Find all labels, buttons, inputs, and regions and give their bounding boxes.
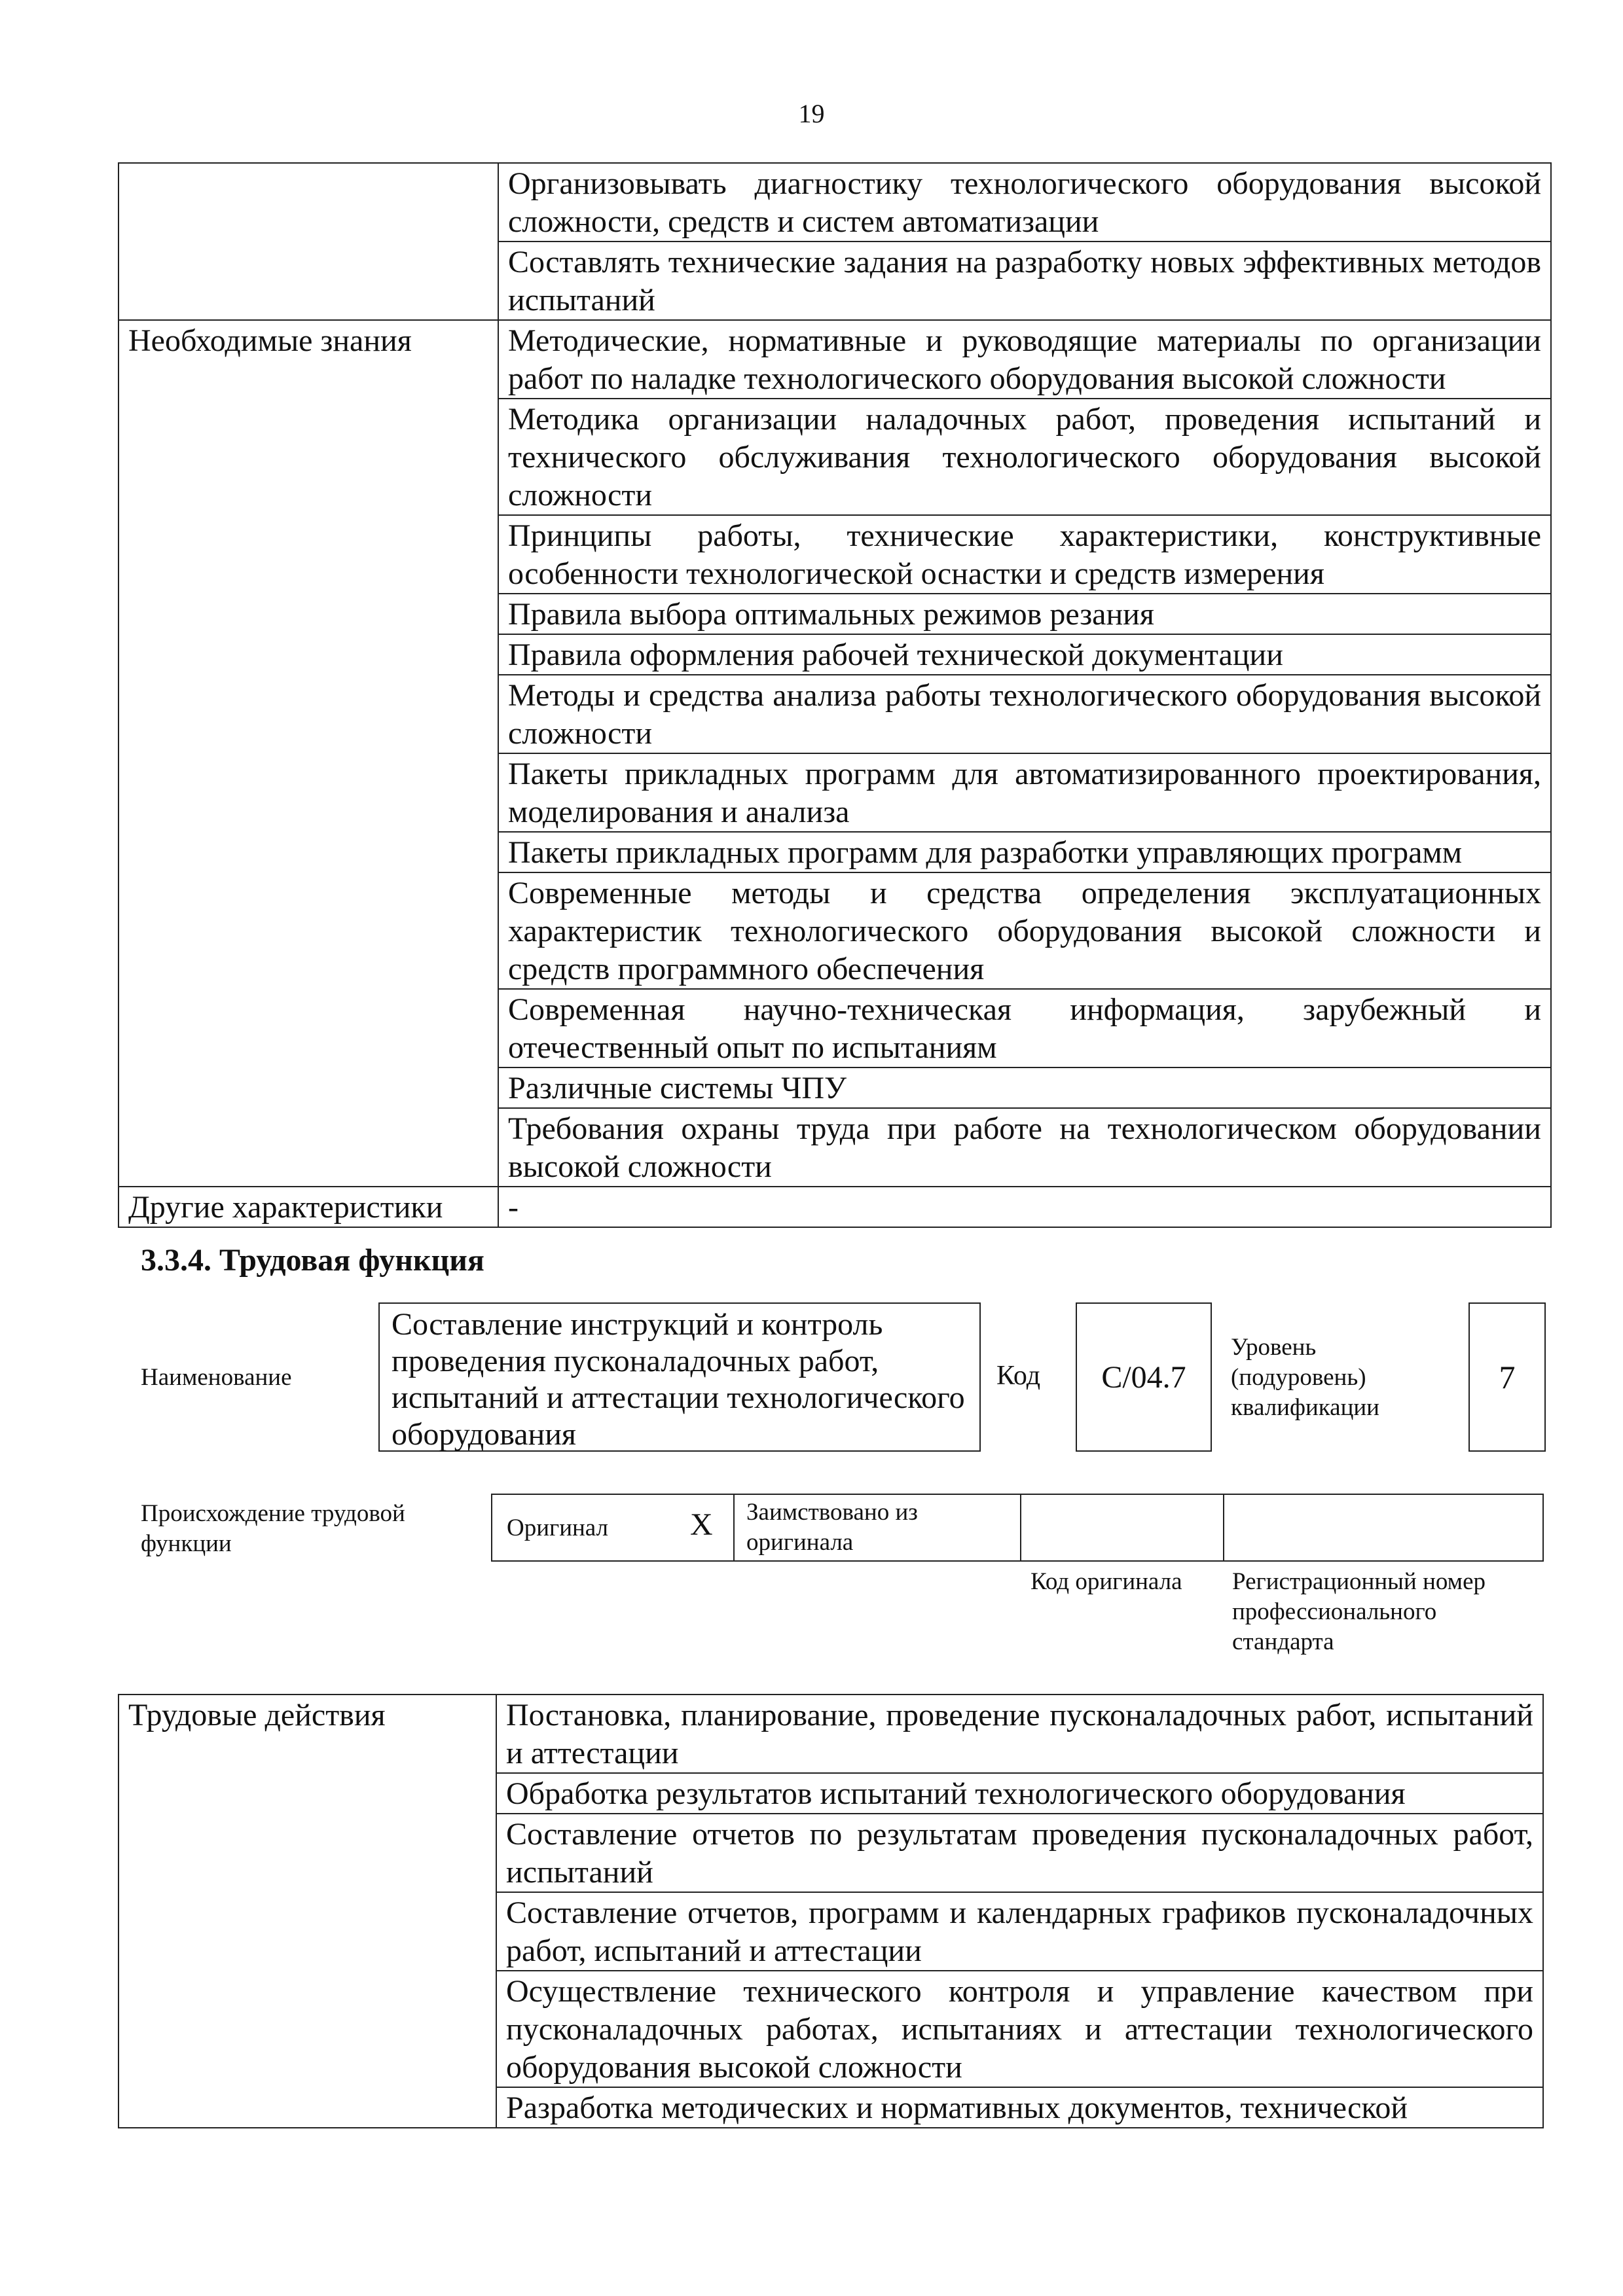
row-label: Другие характеристики — [119, 1187, 498, 1227]
row-item: Составлять технические задания на разработку новых эффективных методов испытаний — [498, 242, 1551, 320]
original-label: Оригинал — [507, 1515, 609, 1541]
row-item: Постановка, планирование, проведение пусконаладочных работ, испытаний и аттестации — [496, 1695, 1543, 1773]
row-item: - — [498, 1187, 1551, 1227]
code-original-cell — [1021, 1495, 1224, 1560]
table-row — [119, 163, 1551, 242]
section-heading: 3.3.4. Трудовая функция — [141, 1243, 484, 1278]
code-label: Код — [996, 1361, 1041, 1391]
row-item: Составление отчетов по результатам проведения пусконаладочных работ, испытаний — [496, 1814, 1543, 1892]
origin-original-cell — [492, 1495, 735, 1560]
code-box — [1076, 1302, 1212, 1452]
row-item: Методика организации наладочных работ, проведения испытаний и технического обслуживания технологического оборудования высокой сложности — [498, 399, 1551, 515]
row-label: Трудовые действия — [119, 1695, 496, 2128]
table-row — [119, 1695, 1543, 1773]
origin-label: Происхождение трудовой функции — [141, 1500, 405, 1557]
row-item: Правила оформления рабочей технической документации — [498, 634, 1551, 675]
row-item: Осуществление технического контроля и управление качеством при пусконаладочных работах, испытаниях и аттестации технологического оборудования высокой сложности — [496, 1971, 1543, 2087]
labour-actions-table — [118, 1694, 1544, 2128]
origin-borrowed-cell — [735, 1495, 1021, 1560]
row-label — [119, 163, 498, 320]
reg-number-caption: Регистрационный номер профессионального стандарта — [1232, 1568, 1486, 1655]
reg-number-cell — [1224, 1495, 1542, 1560]
level-label: Уровень (подуровень) квалификации — [1231, 1334, 1379, 1421]
row-item: Современные методы и средства определения эксплуатационных характеристик технологического оборудования высокой сложности и средств программного обеспечения — [498, 872, 1551, 989]
row-item: Пакеты прикладных программ для автоматизированного проектирования, моделирования и анализа — [498, 753, 1551, 832]
knowledge-table — [118, 162, 1552, 1228]
original-mark: X — [690, 1507, 713, 1542]
row-item: Методические, нормативные и руководящие материалы по организации работ по наладке технологического оборудования высокой сложности — [498, 320, 1551, 399]
row-label: Необходимые знания — [119, 320, 498, 1187]
page-number: 19 — [798, 99, 825, 128]
row-item: Методы и средства анализа работы технологического оборудования высокой сложности — [498, 675, 1551, 753]
level-box — [1468, 1302, 1546, 1452]
code-original-caption: Код оригинала — [1030, 1568, 1182, 1595]
table-row — [119, 1187, 1551, 1227]
row-item: Обработка результатов испытаний технологического оборудования — [496, 1773, 1543, 1814]
row-item: Требования охраны труда при работе на технологическом оборудовании высокой сложности — [498, 1108, 1551, 1187]
code-value: C/04.7 — [1101, 1359, 1186, 1395]
row-item: Принципы работы, технические характеристики, конструктивные особенности технологической оснастки и средств измерения — [498, 515, 1551, 594]
origin-box — [491, 1494, 1544, 1562]
row-item: Правила выбора оптимальных режимов резания — [498, 594, 1551, 634]
row-item: Организовывать диагностику технологического оборудования высокой сложности, средств и систем автоматизации — [498, 163, 1551, 242]
row-item: Различные системы ЧПУ — [498, 1067, 1551, 1108]
row-item: Современная научно-техническая информация, зарубежный и отечественный опыт по испытаниям — [498, 989, 1551, 1067]
borrowed-label: Заимствовано из оригинала — [746, 1499, 918, 1556]
row-item: Пакеты прикладных программ для разработки управляющих программ — [498, 832, 1551, 872]
row-item: Составление отчетов, программ и календарных графиков пусконаладочных работ, испытаний и аттестации — [496, 1892, 1543, 1971]
level-value: 7 — [1499, 1359, 1516, 1395]
table-row — [119, 320, 1551, 399]
function-name-value: Составление инструкций и контроль проведения пусконаладочных работ, испытаний и аттестации технологического оборудования — [392, 1307, 965, 1452]
function-name-box — [378, 1302, 981, 1452]
row-item: Разработка методических и нормативных документов, технической — [496, 2087, 1543, 2128]
name-label: Наименование — [141, 1364, 292, 1391]
